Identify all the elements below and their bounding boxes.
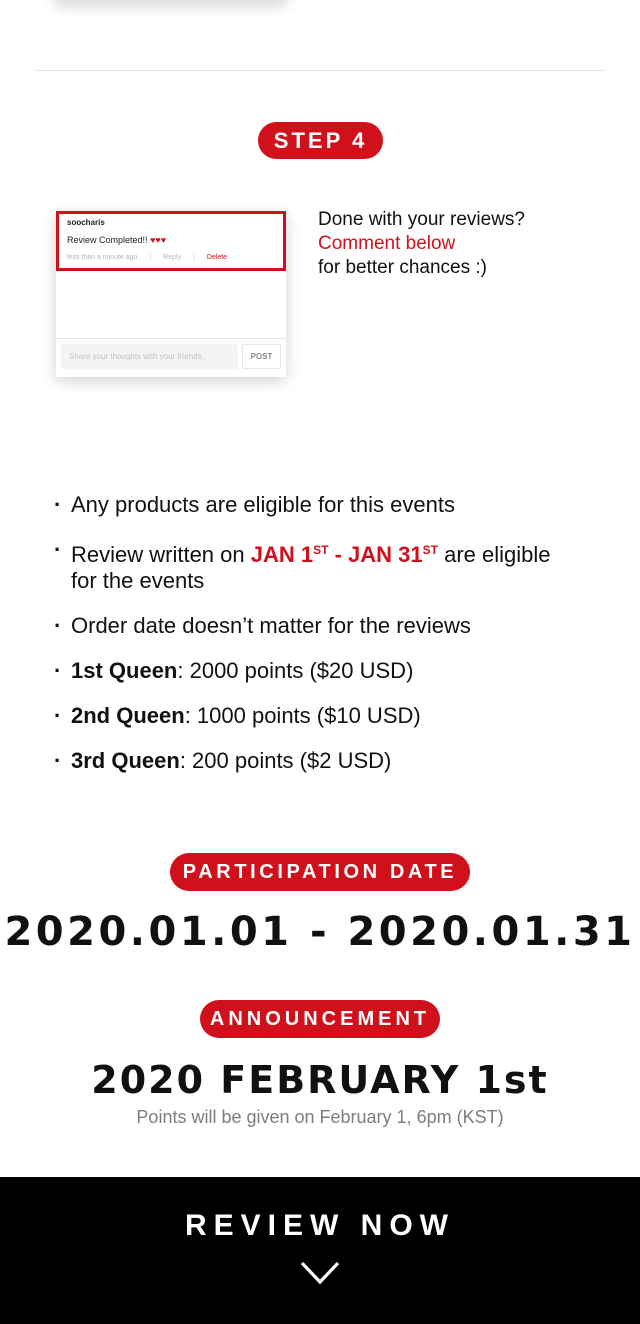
end-date: JAN 31 [348, 542, 423, 567]
comment-example-card [56, 211, 286, 377]
start-date-suffix: ST [313, 543, 329, 557]
start-date: JAN 1 [250, 542, 314, 567]
section-divider [35, 70, 605, 71]
rule-text: Any products are eligible for this events [71, 492, 455, 517]
highlighted-comment [56, 211, 286, 271]
step-instructions [318, 208, 525, 280]
list-item [54, 613, 574, 639]
reply-link[interactable]: Reply [163, 254, 182, 261]
list-item [54, 537, 574, 594]
prize-title: 1st Queen [71, 658, 178, 683]
prize-text: : 2000 points ($20 USD) [177, 658, 414, 683]
participation-date-range: 2020.01.01 - 2020.01.31 [4, 909, 636, 955]
step-badge: STEP 4 [258, 122, 383, 159]
comment-input[interactable]: Share your thoughts with your friends. [61, 344, 238, 369]
post-button[interactable]: POST [242, 344, 281, 369]
prize-text: : 200 points ($2 USD) [179, 748, 392, 773]
meta-separator: | [149, 254, 152, 261]
list-item [54, 492, 574, 518]
comment-text [67, 235, 166, 245]
end-date-suffix: ST [422, 543, 438, 557]
chevron-down-icon[interactable] [300, 1259, 340, 1287]
list-item [54, 658, 574, 684]
list-item [54, 748, 574, 774]
rule-suffix: are eligible for the events [71, 542, 551, 593]
announcement-date: 2020 FEBRUARY 1st [91, 1058, 549, 1102]
participation-date-badge: PARTICIPATION DATE [170, 853, 470, 891]
prize-title: 3rd Queen [71, 748, 180, 773]
meta-separator: | [193, 254, 195, 261]
rule-text: Order date doesn’t matter for the reviews [71, 613, 471, 638]
comment-meta [67, 254, 227, 261]
comment-divider [56, 338, 286, 339]
date-dash: - [334, 542, 342, 567]
comment-username: soocharis [67, 218, 105, 227]
list-item [54, 703, 574, 729]
review-now-button[interactable] [0, 1177, 640, 1324]
instruction-line-2: Comment below [318, 233, 456, 254]
rule-prefix: Review written on [71, 542, 245, 567]
review-now-label[interactable]: REVIEW NOW [185, 1209, 455, 1242]
heart-icon: ♥♥♥ [150, 235, 167, 245]
announcement-note: Points will be given on February 1, 6pm (KST) [136, 1107, 504, 1127]
announcement-badge: ANNOUNCEMENT [200, 1000, 440, 1038]
comment-time: less than a minute ago [67, 254, 138, 261]
prize-text: : 1000 points ($10 USD) [184, 703, 421, 728]
instruction-line-1: Done with your reviews? [318, 209, 525, 230]
delete-link[interactable]: Delete [206, 254, 228, 261]
comment-body: Review Completed!! [67, 235, 148, 245]
event-rules-list [54, 492, 574, 793]
instruction-line-3: for better chances :) [318, 257, 487, 278]
prize-title: 2nd Queen [71, 703, 185, 728]
